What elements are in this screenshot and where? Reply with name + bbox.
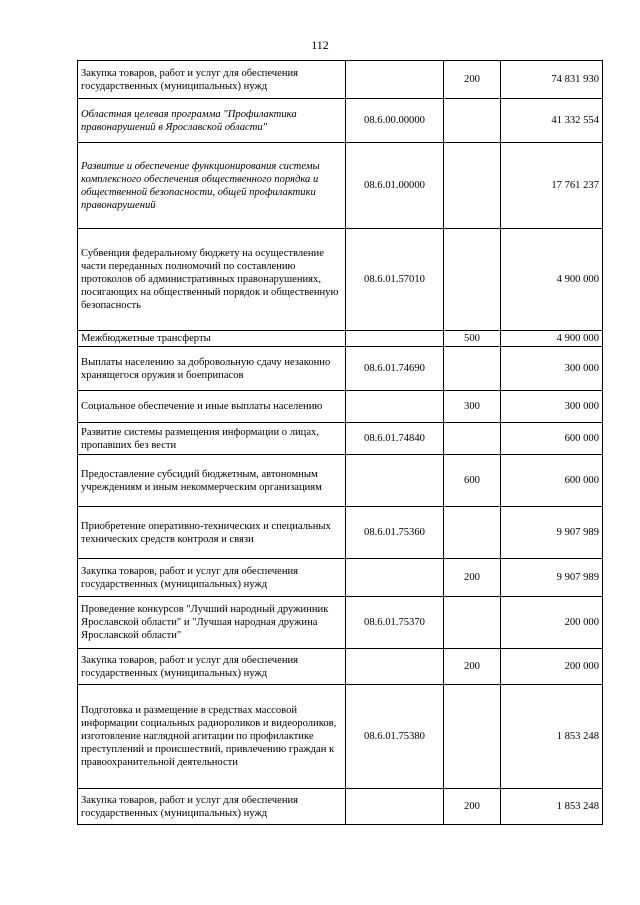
table-row	[78, 143, 603, 229]
row-code-cell	[346, 391, 444, 423]
table-row	[78, 559, 603, 597]
row-amount-cell: 4 900 000	[501, 331, 603, 347]
row-type-cell	[444, 685, 501, 789]
budget-table-body	[78, 61, 603, 825]
table-row	[78, 331, 603, 347]
row-type-cell: 200	[444, 649, 501, 685]
row-name-cell: Предоставление субсидий бюджетным, автономным учреждениям и иным некоммерческим организациям	[78, 455, 346, 507]
row-name-cell: Развитие и обеспечение функционирования системы комплексного обеспечения общественного порядка и общественной безопасности, общей профилактики правонарушений	[78, 143, 346, 229]
row-amount-cell: 9 907 989	[501, 559, 603, 597]
row-code-cell: 08.6.01.74840	[346, 423, 444, 455]
table-row	[78, 391, 603, 423]
row-type-cell	[444, 597, 501, 649]
row-code-cell: 08.6.01.75370	[346, 597, 444, 649]
row-type-cell: 300	[444, 391, 501, 423]
row-amount-cell: 9 907 989	[501, 507, 603, 559]
table-row	[78, 347, 603, 391]
row-name-cell: Областная целевая программа "Профилактика правонарушений в Ярославской области"	[78, 99, 346, 143]
row-name-cell: Закупка товаров, работ и услуг для обеспечения государственных (муниципальных) нужд	[78, 789, 346, 825]
row-amount-cell: 1 853 248	[501, 789, 603, 825]
row-name-cell: Социальное обеспечение и иные выплаты населению	[78, 391, 346, 423]
table-row	[78, 789, 603, 825]
row-amount-cell: 200 000	[501, 597, 603, 649]
row-amount-cell: 17 761 237	[501, 143, 603, 229]
row-code-cell	[346, 649, 444, 685]
row-amount-cell: 300 000	[501, 391, 603, 423]
row-name-cell: Проведение конкурсов "Лучший народный дружинник Ярославской области" и "Лучшая народная дружина Ярославской области"	[78, 597, 346, 649]
row-amount-cell: 200 000	[501, 649, 603, 685]
row-type-cell: 600	[444, 455, 501, 507]
row-code-cell	[346, 331, 444, 347]
row-type-cell	[444, 347, 501, 391]
row-type-cell	[444, 143, 501, 229]
row-amount-cell: 4 900 000	[501, 229, 603, 331]
table-row	[78, 99, 603, 143]
row-code-cell	[346, 559, 444, 597]
row-code-cell	[346, 61, 444, 99]
row-amount-cell: 74 831 930	[501, 61, 603, 99]
row-name-cell: Субвенция федеральному бюджету на осуществление части переданных полномочий по составлению протоколов об административных правонарушениях, посягающих на общественный порядок и общественную безопасность	[78, 229, 346, 331]
page-number: 112	[311, 38, 329, 52]
row-type-cell	[444, 99, 501, 143]
row-amount-cell: 41 332 554	[501, 99, 603, 143]
budget-table	[77, 60, 603, 825]
row-amount-cell: 600 000	[501, 423, 603, 455]
row-type-cell	[444, 229, 501, 331]
row-code-cell: 08.6.01.57010	[346, 229, 444, 331]
row-code-cell: 08.6.01.75380	[346, 685, 444, 789]
row-type-cell	[444, 507, 501, 559]
row-code-cell: 08.6.01.75360	[346, 507, 444, 559]
row-amount-cell: 600 000	[501, 455, 603, 507]
row-name-cell: Межбюджетные трансферты	[78, 331, 346, 347]
row-name-cell: Закупка товаров, работ и услуг для обеспечения государственных (муниципальных) нужд	[78, 61, 346, 99]
row-code-cell	[346, 789, 444, 825]
row-name-cell: Развитие системы размещения информации о лицах, пропавших без вести	[78, 423, 346, 455]
table-row	[78, 455, 603, 507]
table-row	[78, 597, 603, 649]
table-row	[78, 229, 603, 331]
table-row	[78, 423, 603, 455]
row-code-cell: 08.6.01.74690	[346, 347, 444, 391]
row-name-cell: Закупка товаров, работ и услуг для обеспечения государственных (муниципальных) нужд	[78, 649, 346, 685]
row-amount-cell: 300 000	[501, 347, 603, 391]
row-type-cell: 200	[444, 559, 501, 597]
row-name-cell: Приобретение оперативно-технических и специальных технических средств контроля и связи	[78, 507, 346, 559]
row-name-cell: Закупка товаров, работ и услуг для обеспечения государственных (муниципальных) нужд	[78, 559, 346, 597]
row-code-cell	[346, 455, 444, 507]
row-code-cell: 08.6.01.00000	[346, 143, 444, 229]
table-row	[78, 507, 603, 559]
row-type-cell: 200	[444, 789, 501, 825]
row-code-cell: 08.6.00.00000	[346, 99, 444, 143]
row-name-cell: Выплаты населению за добровольную сдачу незаконно хранящегося оружия и боеприпасов	[78, 347, 346, 391]
table-row	[78, 685, 603, 789]
table-row	[78, 649, 603, 685]
row-type-cell: 200	[444, 61, 501, 99]
row-type-cell: 500	[444, 331, 501, 347]
table-row	[78, 61, 603, 99]
row-type-cell	[444, 423, 501, 455]
row-name-cell: Подготовка и размещение в средствах массовой информации социальных радиороликов и видеороликов, изготовление наглядной агитации по профилактике преступлений и происшествий, привлечению граждан к правоохранительной деятельности	[78, 685, 346, 789]
row-amount-cell: 1 853 248	[501, 685, 603, 789]
